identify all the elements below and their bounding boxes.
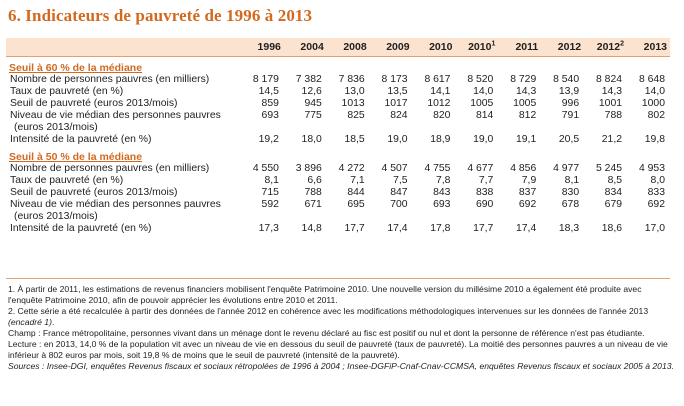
- table-cell: 7 836: [338, 74, 365, 85]
- note-champ: Champ : France métropolitaine, personnes vivant dans un ménage dont le revenu déclaré au fisc est positif ou nul et dont la personne de référence n'est pas étudiante.: [8, 328, 645, 338]
- column-header: 2011: [498, 38, 541, 57]
- table-cell: 17,4: [387, 223, 408, 234]
- table-cell: 7,8: [436, 175, 451, 186]
- table-row: [6, 134, 670, 146]
- row-label: Niveau de vie médian des personnes pauvres (euros 2013/mois): [10, 110, 221, 133]
- row-label: Seuil de pauvreté (euros 2013/mois): [10, 98, 178, 109]
- table-cell: 8,1: [564, 175, 580, 186]
- table-cell: 19,8: [644, 134, 665, 145]
- table-cell: 4 856: [510, 163, 537, 174]
- section-heading-row: [6, 62, 670, 74]
- page-title: 6. Indicateurs de pauvreté de 1996 à 2013: [8, 6, 313, 25]
- table-row: [6, 175, 670, 187]
- column-header: 2010$^1$: [455, 38, 498, 57]
- table-cell: 678: [561, 199, 580, 210]
- table-cell: 996: [561, 98, 580, 109]
- table-cell: 1017: [384, 98, 408, 109]
- table-cell: 7,7: [478, 175, 494, 186]
- table-cell: 13,5: [387, 86, 408, 97]
- table-cell: 1001: [598, 98, 623, 109]
- column-header: 2009: [370, 38, 413, 57]
- footnote-ref: 1: [491, 40, 496, 48]
- table-cell: 1012: [427, 98, 451, 109]
- table-cell: 20,5: [558, 134, 580, 145]
- table-row: [6, 163, 670, 175]
- table-cell: 7,1: [350, 175, 365, 186]
- table-cell: 17,3: [258, 223, 279, 234]
- section-heading: Seuil à 50 % de la médiane: [9, 151, 143, 163]
- table-cell: 19,0: [473, 134, 494, 145]
- column-header: 2013: [627, 38, 670, 57]
- table-cell: 13,9: [558, 86, 580, 97]
- table-cell: 13,0: [344, 86, 365, 97]
- table-cell: 820: [433, 110, 451, 121]
- table-cell: 838: [476, 187, 494, 198]
- table-cell: 21,2: [601, 134, 623, 145]
- column-header: 1996: [241, 38, 284, 57]
- note-lecture: Lecture : en 2013, 14,0 % de la population vit avec un niveau de vie en dessous du seuil de pauvreté (taux de pauvreté). La moitié des personnes pauvres a un niveau de vie inférieur à 802 euros par mois, soit 19,8 % de moins que le seuil de pauvreté (intensité de la pauvreté).: [8, 339, 668, 360]
- table-cell: 7,9: [521, 175, 537, 186]
- column-header: 2012$^2$: [584, 38, 627, 57]
- row-label: Nombre de personnes pauvres (en milliers): [10, 74, 210, 85]
- table-cell: 18,5: [344, 134, 365, 145]
- table-cell: 788: [304, 187, 322, 198]
- table-cell: 19,1: [516, 134, 537, 145]
- table-cell: 8 173: [381, 74, 408, 85]
- row-label: Seuil de pauvreté (euros 2013/mois): [10, 187, 178, 198]
- table-cell: 12,6: [301, 86, 322, 97]
- table-cell: 4 677: [467, 163, 494, 174]
- row-label: Taux de pauvreté (en %): [10, 175, 124, 186]
- table-cell: 7 382: [295, 74, 322, 85]
- table-cell: 17,7: [473, 223, 494, 234]
- table-cell: 1005: [470, 98, 494, 109]
- table-cell: 824: [390, 110, 408, 121]
- table-cell: 18,6: [601, 223, 623, 234]
- header-label-cell: [6, 38, 241, 57]
- table-cell: 8,1: [264, 175, 279, 186]
- table-cell: 814: [476, 110, 494, 121]
- row-label: Niveau de vie médian des personnes pauvres (euros 2013/mois): [10, 199, 221, 222]
- table-cell: 14,0: [644, 86, 665, 97]
- note-2: 2. Cette série a été recalculée à partir des données de l'année 2012 en cohérence avec les modifications méthodologiques intervenues sur les données de l'année 2013 (encadré 1).: [8, 306, 649, 327]
- table-header-row: [6, 38, 670, 57]
- table-cell: 837: [518, 187, 537, 198]
- table-cell: 17,8: [430, 223, 451, 234]
- row-label: Taux de pauvreté (en %): [10, 86, 124, 97]
- table-cell: 19,0: [387, 134, 408, 145]
- table-cell: 775: [304, 110, 322, 121]
- table-cell: 4 507: [381, 163, 408, 174]
- table-cell: 859: [261, 98, 279, 109]
- table-row: [6, 74, 670, 86]
- table-cell: 1000: [641, 98, 665, 109]
- table-cell: 14,0: [473, 86, 494, 97]
- note-1: 1. À partir de 2011, les estimations de revenus financiers mobilisent l'enquête Patrimoine 2010. Une nouvelle version du millésime 2010 a également été produite avec l'enquête Patrimoine 2010, afin de pouvoir apprécier les évolutions entre 2010 et 2011.: [8, 284, 642, 305]
- table-cell: 18,9: [430, 134, 451, 145]
- table-cell: 19,2: [258, 134, 279, 145]
- table-row: [6, 187, 670, 199]
- row-label: Nombre de personnes pauvres (en milliers): [10, 163, 210, 174]
- table-cell: 5 245: [596, 163, 623, 174]
- table-cell: 788: [604, 110, 623, 121]
- table-cell: 1013: [341, 98, 365, 109]
- column-header: 2008: [327, 38, 370, 57]
- table-cell: 715: [261, 187, 279, 198]
- table-cell: 8 520: [467, 74, 494, 85]
- table-cell: 8 729: [510, 74, 537, 85]
- note-sources: Sources : Insee-DGI, enquêtes Revenus fiscaux et sociaux rétropolées de 1996 à 2004 ; Insee-DGFiP-Cnaf-Cnav-CCMSA, enquêtes Revenus fiscaux et sociaux 2005 à 2013.: [8, 361, 674, 371]
- footnote-ref: 2: [620, 40, 625, 48]
- table-cell: 843: [433, 187, 451, 198]
- table-cell: 8 617: [424, 74, 451, 85]
- table-cell: 8 540: [553, 74, 580, 85]
- table-cell: 8 648: [638, 74, 665, 85]
- table-cell: 945: [304, 98, 322, 109]
- table-row: [6, 199, 670, 223]
- table-cell: 833: [647, 187, 665, 198]
- table-cell: 693: [433, 199, 451, 210]
- table-cell: 14,1: [430, 86, 451, 97]
- table-cell: 8,5: [607, 175, 623, 186]
- column-header: 2012: [541, 38, 584, 57]
- table-cell: 17,0: [644, 223, 665, 234]
- table-cell: 812: [518, 110, 537, 121]
- table-cell: 692: [647, 199, 665, 210]
- table-cell: 4 272: [338, 163, 365, 174]
- table-cell: 700: [390, 199, 408, 210]
- table-cell: 3 896: [295, 163, 322, 174]
- footnotes: [8, 284, 674, 372]
- table-cell: 17,4: [516, 223, 537, 234]
- table-bottom-rule: [6, 278, 670, 279]
- table-cell: 693: [261, 110, 279, 121]
- section-heading: Seuil à 60 % de la médiane: [9, 62, 143, 74]
- table-cell: 18,0: [301, 134, 322, 145]
- table-cell: 14,5: [258, 86, 279, 97]
- table-cell: 4 755: [424, 163, 451, 174]
- section-heading-row: [6, 151, 670, 163]
- table-cell: 791: [561, 110, 580, 121]
- table-cell: 592: [261, 199, 279, 210]
- row-label: Intensité de la pauvreté (en %): [10, 134, 152, 145]
- table-cell: 692: [518, 199, 537, 210]
- table-cell: 8,0: [650, 175, 665, 186]
- table-cell: 14,3: [516, 86, 537, 97]
- table-cell: 834: [604, 187, 623, 198]
- table-cell: 18,3: [558, 223, 580, 234]
- table-cell: 6,6: [307, 175, 322, 186]
- table-cell: 695: [347, 199, 365, 210]
- table-cell: 847: [390, 187, 408, 198]
- table-row: [6, 223, 670, 235]
- table-cell: 4 550: [252, 163, 279, 174]
- table-row: [6, 98, 670, 110]
- table-cell: 4 977: [553, 163, 580, 174]
- table-cell: 802: [647, 110, 665, 121]
- table-cell: 844: [347, 187, 365, 198]
- column-header: 2010: [413, 38, 456, 57]
- table-cell: 1005: [513, 98, 537, 109]
- table-cell: 17,7: [344, 223, 365, 234]
- table-cell: 8 179: [252, 74, 279, 85]
- table-cell: 679: [604, 199, 623, 210]
- table-cell: 825: [347, 110, 365, 121]
- row-label: Intensité de la pauvreté (en %): [10, 223, 152, 234]
- table-cell: 671: [304, 199, 322, 210]
- column-header: 2004: [284, 38, 327, 57]
- table-cell: 14,3: [601, 86, 623, 97]
- table-cell: 7,5: [393, 175, 408, 186]
- table-row: [6, 110, 670, 134]
- table-cell: 8 824: [596, 74, 623, 85]
- table-cell: 4 953: [638, 163, 665, 174]
- table-cell: 14,8: [301, 223, 322, 234]
- table-cell: 690: [476, 199, 494, 210]
- poverty-indicators-table: [6, 38, 670, 235]
- table-row: [6, 86, 670, 98]
- table-cell: 830: [561, 187, 580, 198]
